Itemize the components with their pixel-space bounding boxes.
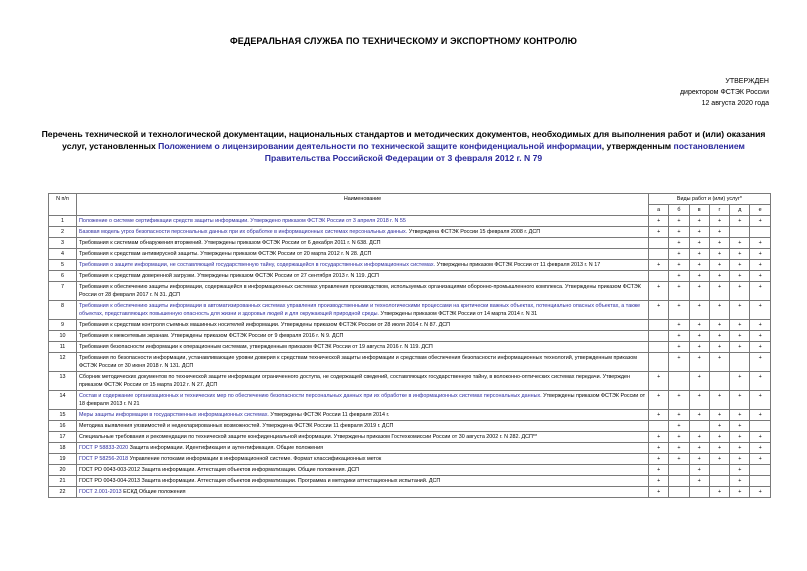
document-link[interactable]: ГОСТ Р 58833-2020 [79,445,129,451]
work-type-mark [730,227,750,238]
work-type-mark [649,249,669,260]
work-type-mark: + [750,238,770,249]
row-number: 21 [49,476,77,487]
document-link[interactable]: Требования о защите информации, не составляющей государственную тайну, содержащейся в государственных информационных системах. [79,262,436,268]
work-type-mark: + [730,454,750,465]
work-type-mark: + [669,421,689,432]
document-name: Утверждены приказом ФСТЭК России от 11 февраля 2013 г. N 17 [435,262,601,268]
work-type-mark: + [750,301,770,320]
document-name-cell [77,487,649,498]
work-type-mark: + [730,372,750,391]
approval-date: 12 августа 2020 года [701,100,769,107]
work-type-mark: + [669,249,689,260]
work-type-mark: + [709,301,729,320]
document-link[interactable]: Меры защиты информации в государственных информационных системах. [79,412,269,418]
work-type-mark: + [689,353,709,372]
document-link[interactable]: ГОСТ Р 58256-2018 [79,456,129,462]
subcolumn-header: г [709,205,729,216]
approval-block [680,76,769,109]
work-type-mark: + [730,249,750,260]
document-link[interactable]: Состав и содержание организационных и технических мер по обеспечению безопасности персональных данных при их обработке в информационных системах персональных данных. [79,393,542,399]
work-type-mark: + [689,476,709,487]
approver: директором ФСТЭК России [679,89,769,96]
work-type-mark: + [689,410,709,421]
subcolumn-header: е [750,205,770,216]
work-type-mark: + [750,432,770,443]
row-number: 5 [49,260,77,271]
work-type-mark [709,372,729,391]
document-name-cell [77,238,649,249]
work-type-mark: + [689,443,709,454]
work-type-mark [689,421,709,432]
document-name-cell [77,391,649,410]
row-number: 10 [49,331,77,342]
row-number: 3 [49,238,77,249]
work-type-mark: + [730,216,750,227]
work-type-mark: + [649,410,669,421]
document-name-cell [77,227,649,238]
work-type-mark: + [709,260,729,271]
table-row [49,421,771,432]
row-number: 4 [49,249,77,260]
table-row [49,443,771,454]
row-number: 9 [49,320,77,331]
column-header-number: N п/п [49,194,77,216]
work-type-mark: + [649,391,669,410]
table-row [49,476,771,487]
table-row [49,372,771,391]
work-type-mark: + [709,331,729,342]
work-type-mark [689,487,709,498]
work-type-mark: + [730,410,750,421]
table-row [49,227,771,238]
work-type-mark: + [750,342,770,353]
work-type-mark: + [750,282,770,301]
row-number: 13 [49,372,77,391]
work-type-mark: + [730,391,750,410]
document-link[interactable]: Требования к обеспечению защиты информации в автоматизированных системах управления производственными и технологическими процессами на критически важных объектах, потенциально опасных объектах, а также объектах, представляющих повышенную опасность для жизни и здоровья людей и для окружающей природной среды. [79,303,641,317]
work-type-mark: + [689,249,709,260]
work-type-mark: + [689,227,709,238]
document-name-cell [77,410,649,421]
table-row [49,260,771,271]
table-row [49,465,771,476]
table-row [49,487,771,498]
work-type-mark: + [750,249,770,260]
work-type-mark: + [730,342,750,353]
title-text-1: Перечень технической и технологической документации, национальных стандартов и методических документов, необходимых для выполнения работ и (или) оказания услуг, установленных [41,129,766,151]
work-type-mark: + [689,391,709,410]
table-row [49,320,771,331]
table-row [49,342,771,353]
work-type-mark [649,271,669,282]
work-type-mark: + [709,454,729,465]
work-type-mark: + [709,249,729,260]
work-type-mark: + [750,454,770,465]
work-type-mark: + [689,465,709,476]
work-type-mark [649,353,669,372]
work-type-mark: + [730,320,750,331]
document-name: ЕСКД Общие положения [121,489,186,495]
work-type-mark: + [750,216,770,227]
table-row [49,301,771,320]
document-name: Утверждены ФСТЭК России 11 февраля 2014 г. [268,412,390,418]
work-type-mark: + [709,487,729,498]
work-type-mark [750,465,770,476]
document-name: Утверждены приказом ФСТЭК России от 14 марта 2014 г. N 31 [378,311,538,317]
work-type-mark [649,331,669,342]
work-type-mark: + [689,260,709,271]
work-type-mark: + [709,421,729,432]
work-type-mark: + [689,282,709,301]
regulation-link[interactable]: Положением о лицензировании деятельности по технической защите конфиденциальной информации [158,141,602,151]
work-type-mark: + [709,320,729,331]
work-type-mark: + [649,216,669,227]
table-row [49,331,771,342]
work-type-mark: + [750,372,770,391]
row-number: 17 [49,432,77,443]
work-type-mark: + [750,443,770,454]
work-type-mark [669,372,689,391]
table-row [49,238,771,249]
work-type-mark: + [709,391,729,410]
document-name-cell [77,271,649,282]
work-type-mark: + [730,421,750,432]
document-link[interactable]: Базовая модель угроз безопасности персональных данных при их обработке в информационных системах персональных данных. [79,229,408,235]
document-name: Защита информации. Идентификация и аутентификация. Общие положения [128,445,324,451]
work-type-mark: + [669,301,689,320]
row-number: 12 [49,353,77,372]
work-type-mark: + [689,432,709,443]
document-title [40,128,767,164]
work-type-mark [649,238,669,249]
work-type-mark [750,227,770,238]
document-name-cell [77,331,649,342]
work-type-mark: + [649,372,669,391]
document-name-cell [77,282,649,301]
work-type-mark [649,421,669,432]
table-row [49,353,771,372]
document-name-cell [77,372,649,391]
work-type-mark: + [689,301,709,320]
work-type-mark: + [709,432,729,443]
work-type-mark: + [649,476,669,487]
row-number: 18 [49,443,77,454]
document-name-cell [77,320,649,331]
work-type-mark: + [669,342,689,353]
work-type-mark [669,465,689,476]
document-name: ГОСТ РО 0043-003-2012 Защита информации. Аттестация объектов информатизации. Общие положения. ДСП [79,467,359,473]
table-row [49,282,771,301]
row-number: 15 [49,410,77,421]
work-type-mark: + [669,410,689,421]
document-name: Требования к обеспечению защиты информации, содержащейся в информационных системах управления производством, используемых организациями оборонно-промышленного комплекса. Утверждены приказом ФСТЭК России от 28 февраля 2017 г. N 31. ДСП [79,284,641,298]
row-number: 2 [49,227,77,238]
work-type-mark: + [689,372,709,391]
documents-table [48,193,771,498]
work-type-mark: + [730,443,750,454]
work-type-mark: + [649,282,669,301]
work-type-mark: + [750,410,770,421]
table-row [49,216,771,227]
row-number: 20 [49,465,77,476]
row-number: 1 [49,216,77,227]
work-type-mark: + [730,331,750,342]
agency-name: ФЕДЕРАЛЬНАЯ СЛУЖБА ПО ТЕХНИЧЕСКОМУ И ЭКСПОРТНОМУ КОНТРОЛЮ [229,36,578,46]
document-name: Специальные требования и рекомендации по технической защите конфиденциальной информации. Утверждены приказом Гостехкомиссии России от 30 августа 2002 г. N 282. ДСП** [79,434,538,440]
document-name: Утверждены приказом ФСТЭК России от 18 февраля 2013 г. N 21 [79,393,646,407]
work-type-mark: + [669,271,689,282]
subcolumn-header: б [669,205,689,216]
document-name: Требования по безопасности информации, устанавливающие уровни доверия к средствам технической защиты информации и средствам обеспечения безопасности информационных технологий, утвержденным приказом ФСТЭК России от 30 июня 2018 г. N 131. ДСП [79,355,637,369]
work-type-mark: + [649,301,669,320]
work-type-mark: + [730,238,750,249]
document-name: Требования к межсетевым экранам. Утверждены приказом ФСТЭК России от 9 февраля 2016 г. N 9. ДСП [79,333,344,339]
work-type-mark: + [669,443,689,454]
work-type-mark: + [689,454,709,465]
work-type-mark [669,487,689,498]
work-type-mark [730,353,750,372]
table-row [49,410,771,421]
work-type-mark: + [709,282,729,301]
work-type-mark: + [750,271,770,282]
subcolumn-header: в [689,205,709,216]
work-type-mark: + [649,432,669,443]
work-type-mark: + [730,301,750,320]
document-link[interactable]: ГОСТ 2.001-2013 [79,489,122,495]
document-name-cell [77,260,649,271]
work-type-mark [649,320,669,331]
work-type-mark: + [730,465,750,476]
work-type-mark: + [669,216,689,227]
document-name: Требования к средствам контроля съемных машинных носителей информации. Утверждены приказом ФСТЭК России от 28 июля 2014 г. N 87. ДСП [79,322,450,328]
document-name-cell [77,432,649,443]
work-type-mark: + [649,443,669,454]
work-type-mark: + [669,238,689,249]
document-name-cell [77,443,649,454]
work-type-mark: + [689,320,709,331]
work-type-mark: + [669,282,689,301]
row-number: 19 [49,454,77,465]
work-type-mark: + [709,271,729,282]
work-type-mark: + [750,353,770,372]
document-name-cell [77,342,649,353]
table-row [49,271,771,282]
row-number: 7 [49,282,77,301]
work-type-mark: + [730,476,750,487]
work-type-mark [709,476,729,487]
work-type-mark: + [649,260,669,271]
work-type-mark: + [709,216,729,227]
table-row [49,391,771,410]
document-name: Методика выявления уязвимостей и недекларированных возможностей. Утверждена ФСТЭК России 11 февраля 2019 г. ДСП [79,423,394,429]
work-type-mark: + [649,227,669,238]
document-name-cell [77,476,649,487]
work-type-mark: + [649,454,669,465]
work-type-mark: + [730,487,750,498]
work-type-mark: + [730,282,750,301]
work-type-mark: + [689,331,709,342]
work-type-mark: + [669,227,689,238]
work-type-mark: + [669,260,689,271]
work-type-mark: + [689,238,709,249]
work-type-mark: + [750,391,770,410]
work-type-mark: + [669,331,689,342]
document-name: ГОСТ РО 0043-004-2013 Защита информации. Аттестация объектов информатизации. Программа и методики аттестационных испытаний. ДСП [79,478,441,484]
work-type-mark: + [669,353,689,372]
work-type-mark: + [689,342,709,353]
document-name: Требования безопасности информации к операционным системам, утвержденным приказом ФСТЭК России от 19 августа 2016 г. N 119. ДСП [79,344,433,350]
row-number: 16 [49,421,77,432]
document-name: Утверждена ФСТЭК России 15 февраля 2008 г. ДСП [407,229,541,235]
document-name-cell [77,249,649,260]
work-type-mark: + [709,227,729,238]
work-type-mark [750,421,770,432]
work-type-mark: + [649,465,669,476]
work-type-mark: + [750,331,770,342]
subcolumn-header: а [649,205,669,216]
column-header-work-types: Виды работ и (или) услуг* [649,194,771,205]
document-link[interactable]: Положение о системе сертификации средств защиты информации. Утверждено приказом ФСТЭК России от 3 апреля 2018 г. N 55 [79,218,406,224]
work-type-mark: + [689,271,709,282]
document-name-cell [77,353,649,372]
work-type-mark: + [730,260,750,271]
approved-label: УТВЕРЖДЕН [725,78,769,85]
document-name: Сборник методических документов по технической защите информации ограниченного доступа, не содержащей сведений, составляющих государственную тайну, в волоконно-оптических системах передачи. Утвержден приказом ФСТЭК России от 15 марта 2012 г. N 27. ДСП [79,374,631,388]
work-type-mark: + [709,410,729,421]
document-name: Управление потоками информации в информационной системе. Формат классификационных меток [128,456,382,462]
work-type-mark: + [709,238,729,249]
document-name-cell [77,454,649,465]
table-row [49,432,771,443]
table-row [49,249,771,260]
document-name: Требования к средствам доверенной загрузки. Утверждены приказом ФСТЭК России от 27 сентября 2013 г. N 119. ДСП [79,273,379,279]
work-type-mark: + [730,271,750,282]
row-number: 6 [49,271,77,282]
decree-link[interactable]: постановлением Правительства Российской Федерации от 3 февраля 2012 г. N 79 [264,141,745,163]
work-type-mark: + [669,432,689,443]
document-name-cell [77,301,649,320]
work-type-mark: + [709,342,729,353]
work-type-mark: + [649,487,669,498]
work-type-mark: + [730,432,750,443]
row-number: 14 [49,391,77,410]
work-type-mark: + [669,391,689,410]
work-type-mark [649,342,669,353]
row-number: 11 [49,342,77,353]
document-name-cell [77,216,649,227]
work-type-mark: + [750,487,770,498]
work-type-mark [669,476,689,487]
document-name: Требования к системам обнаружения вторжений. Утверждены приказом ФСТЭК России от 6 декабря 2011 г. N 638. ДСП [79,240,381,246]
column-header-name: Наименование [77,194,649,216]
work-type-mark: + [750,320,770,331]
document-name: Требования к средствам антивирусной защиты. Утверждены приказом ФСТЭК России от 20 марта 2012 г. N 28. ДСП [79,251,372,257]
work-type-mark: + [709,443,729,454]
title-text-2: , утвержденным [601,141,674,151]
work-type-mark: + [689,216,709,227]
document-name-cell [77,421,649,432]
document-name-cell [77,465,649,476]
subcolumn-header: д [730,205,750,216]
work-type-mark [709,465,729,476]
work-type-mark: + [669,320,689,331]
work-type-mark: + [709,353,729,372]
table-row [49,454,771,465]
work-type-mark: + [750,260,770,271]
work-type-mark: + [669,454,689,465]
row-number: 8 [49,301,77,320]
work-type-mark [750,476,770,487]
row-number: 22 [49,487,77,498]
